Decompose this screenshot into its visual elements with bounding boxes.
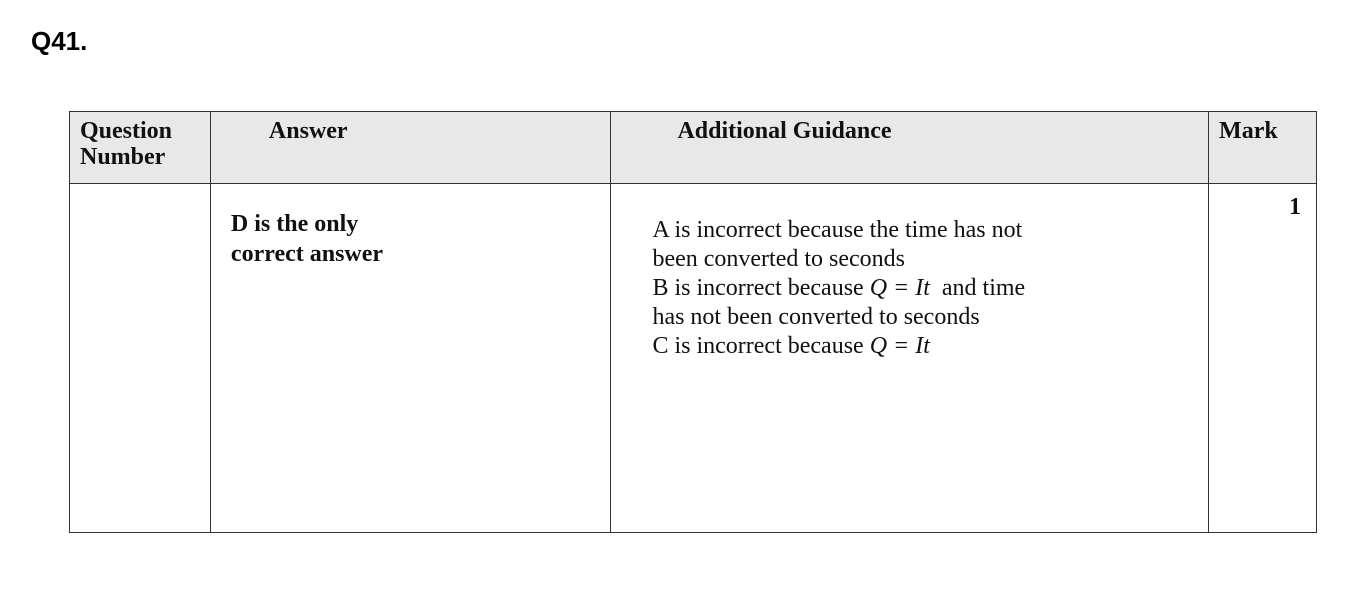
guidance-cell bbox=[611, 184, 1209, 533]
answer-line1: D is the only bbox=[230, 211, 359, 237]
header-guidance: Additional Guidance bbox=[611, 112, 1209, 184]
header-question-number-line1: Question bbox=[80, 118, 173, 144]
guidance-line3-post: and time bbox=[929, 275, 1026, 301]
header-mark: Mark bbox=[1209, 112, 1317, 184]
table-row bbox=[70, 184, 1317, 533]
guidance-line3 bbox=[652, 274, 1198, 303]
guidance-line3-formula: Q = It bbox=[869, 275, 930, 301]
mark-scheme-table bbox=[69, 111, 1317, 533]
guidance-line5-pre: C is incorrect because bbox=[652, 333, 870, 359]
guidance-line1: A is incorrect because the time has not bbox=[652, 217, 1023, 243]
guidance-line5-formula: Q = It bbox=[869, 333, 930, 359]
answer-cell bbox=[210, 184, 611, 533]
header-row bbox=[70, 112, 1317, 184]
guidance-line4: has not been converted to seconds bbox=[652, 304, 980, 330]
guidance-line2: been converted to seconds bbox=[652, 246, 906, 272]
header-question-number-line2: Number bbox=[80, 144, 166, 170]
question-title: Q41. bbox=[31, 26, 88, 56]
mark-cell: 1 bbox=[1209, 184, 1317, 533]
header-answer: Answer bbox=[210, 112, 611, 184]
answer-line2: correct answer bbox=[230, 241, 384, 267]
header-question-number bbox=[70, 112, 211, 184]
question-number-cell bbox=[70, 184, 211, 533]
guidance-line5 bbox=[652, 332, 1198, 361]
guidance-line3-pre: B is incorrect because bbox=[652, 275, 870, 301]
